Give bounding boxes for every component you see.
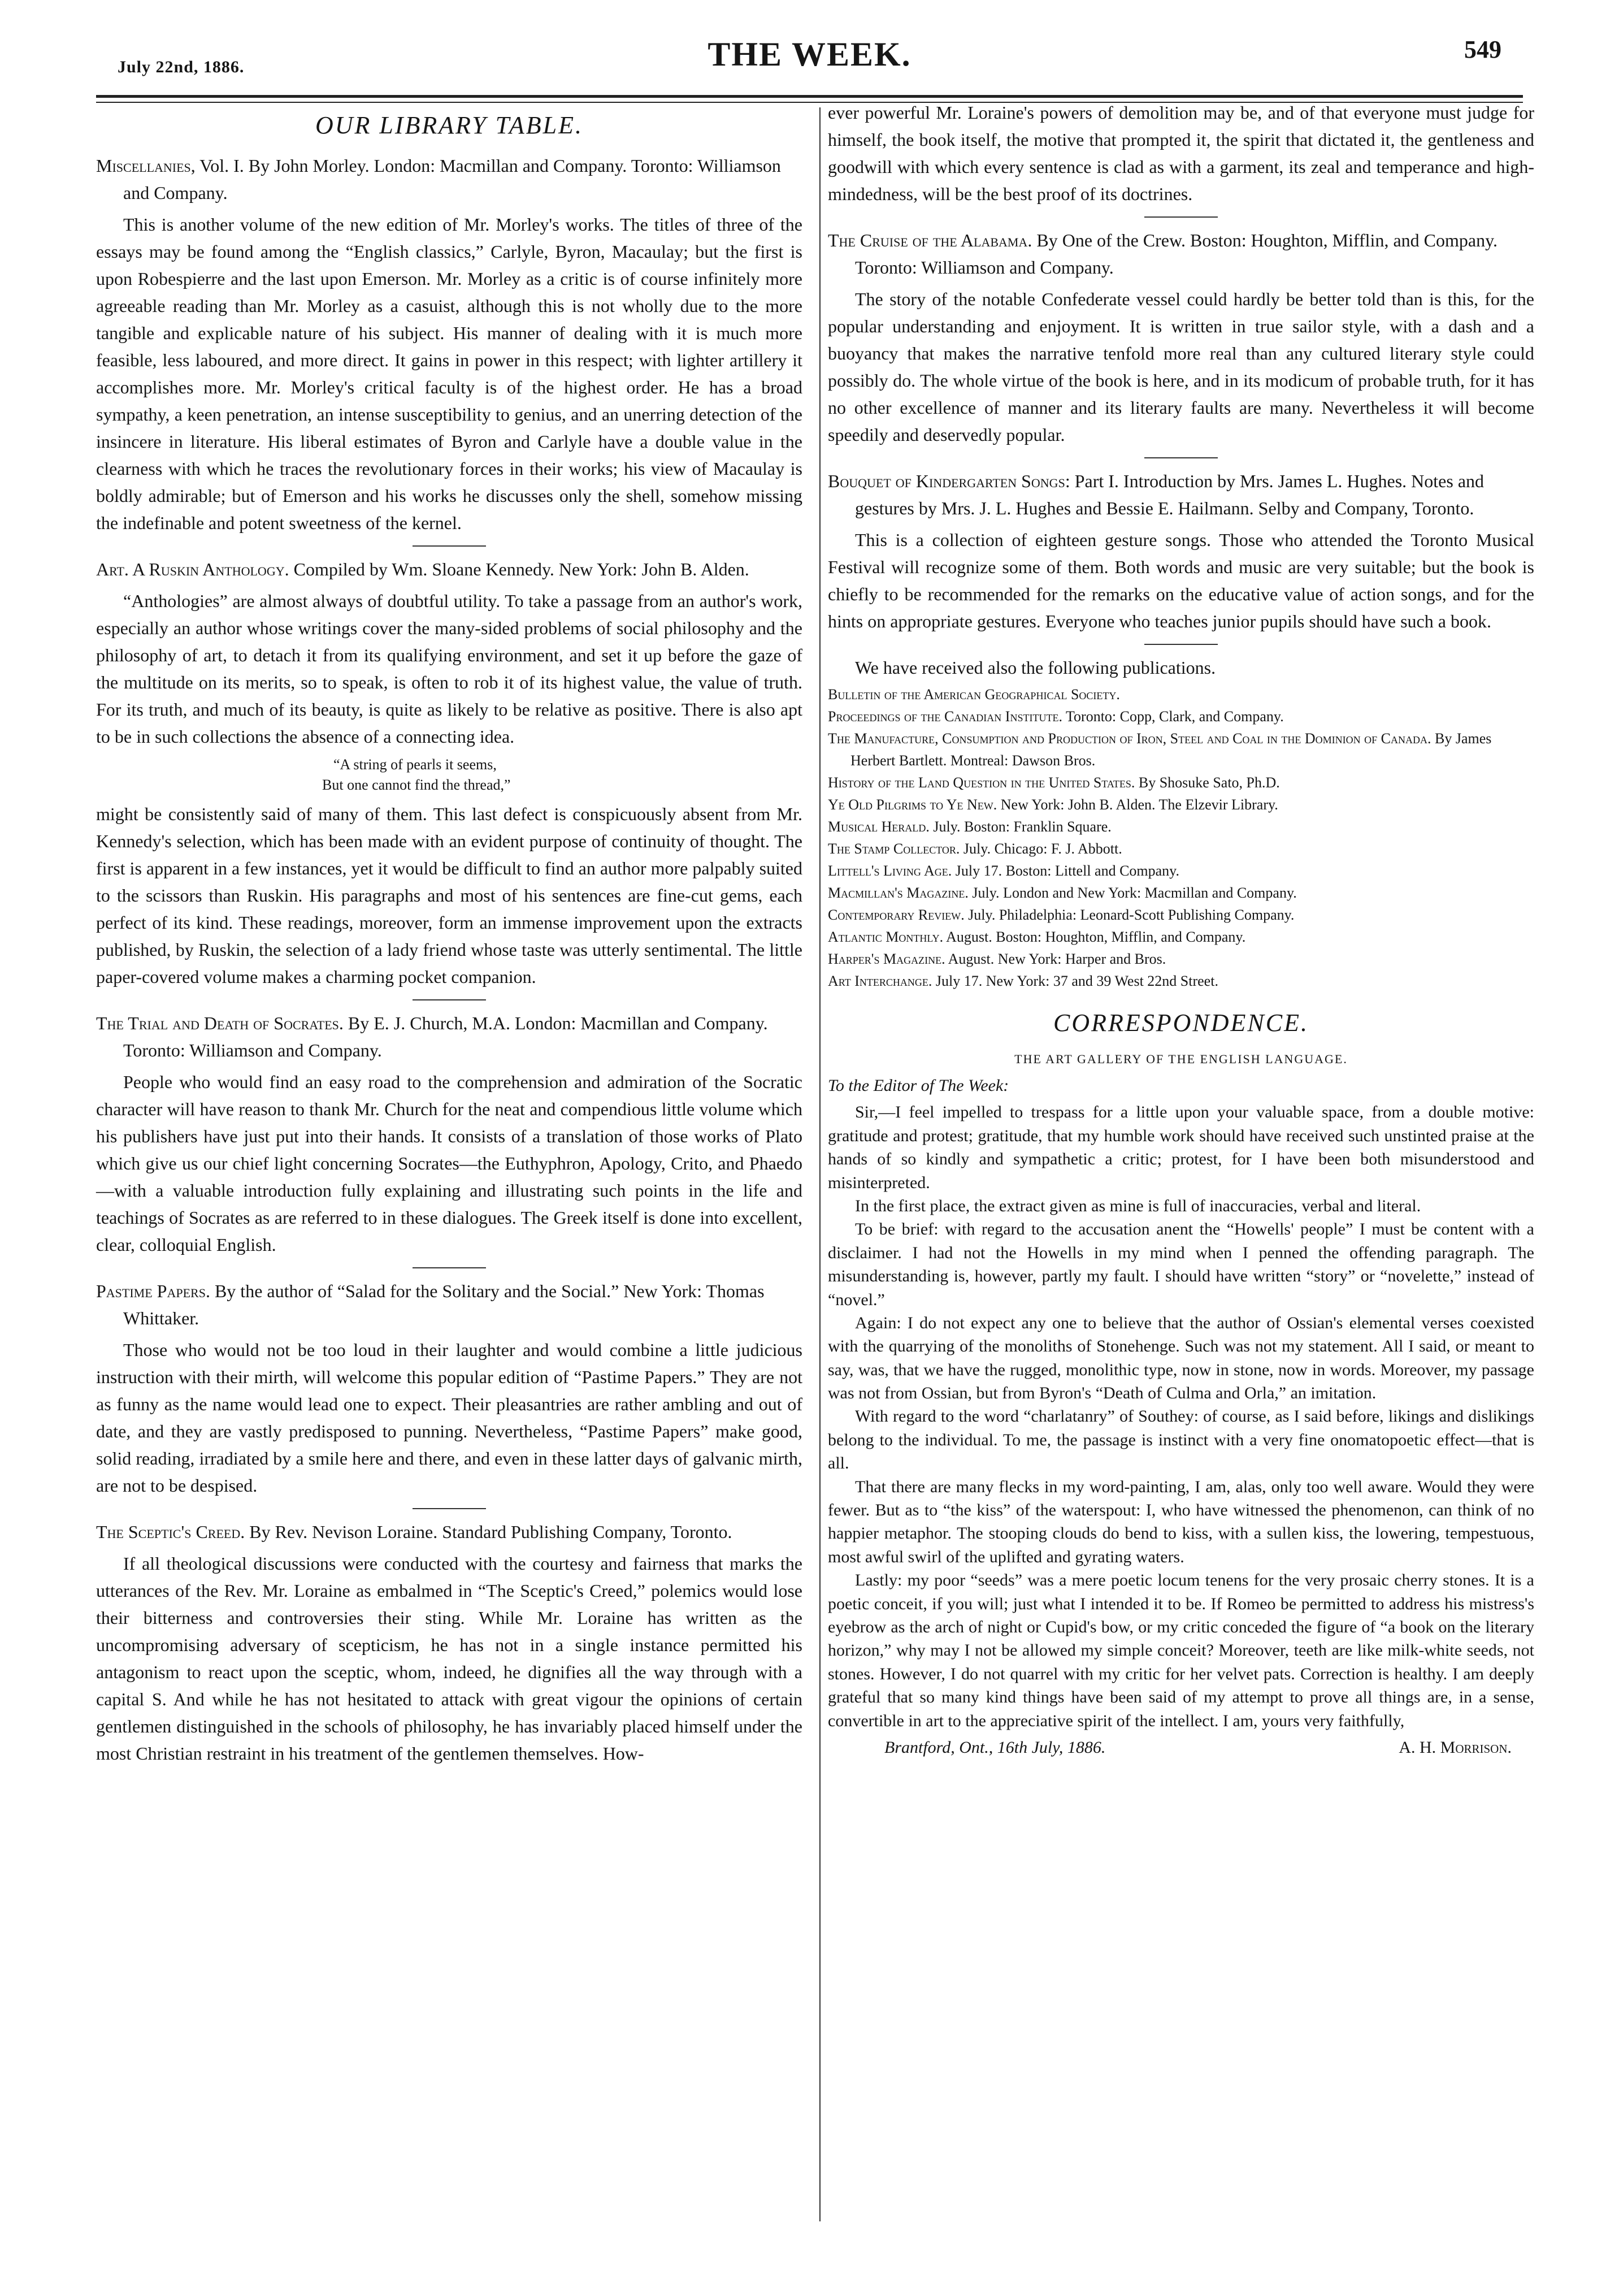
column-divider (819, 107, 821, 2221)
page-number: 549 (1464, 36, 1501, 63)
review-continuation: ever powerful Mr. Loraine's powers of demolition may be, and of that everyone must judge for himself, the book itself, the motive that prompted it, the spirit that dictated it, the gentleness and goodwill with which every sentence is clad as with a garment, its zeal and temperance and high-mindedness, will be the best proof of its doctrines. (828, 102, 1534, 204)
review-heading (96, 1010, 802, 1064)
publication-item (828, 860, 1534, 882)
review-heading (96, 1518, 802, 1545)
review-publisher: . Compiled by Wm. Sloane Kennedy. New York: John B. Alden. (284, 559, 749, 579)
review-heading (96, 556, 802, 583)
publication-name: Contemporary Review (828, 907, 961, 923)
review-paragraph: The story of the notable Confederate vessel could hardly be better told than is this, for the popular understanding and enjoyment. It is written in true sailor style, with a dash and a buoyancy that makes the narrative tenfold more real than any cultured literary style could possibly do. The whole virtue of the book is here, and in its modicum of probable truth, for it has no other excellence of manner and its literary faults are many. Nevertheless it will become speedily and deservedly popular. (828, 289, 1534, 445)
publication-details: . July. Chicago: F. J. Abbott. (956, 841, 1122, 857)
publication-details: . July 17. Boston: Littell and Company. (948, 863, 1179, 879)
publication-item (828, 727, 1534, 772)
publication-details: . August. New York: Harper and Bros. (941, 951, 1166, 967)
review-title: Pastime Papers (96, 1280, 206, 1301)
review-title: Art. A Ruskin Anthology (96, 559, 285, 579)
review-paragraph: might be consistently said of many of them. This last defect is conspicuously absent from Mr. Kennedy's selection, which has been made with an evident purpose of continuity of thought. The first is apparent in a few instances, yet it would be difficult to find an author more palpably suited to the scissors than Ruskin. His paragraphs and most of his sentences are fine-cut gems, each perfect of its kind. These readings, moreover, form an immense improvement upon the extracts published, by Ruskin, the selection of a lady friend whose taste was utterly sentimental. The little paper-covered volume makes a charming pocket companion. (96, 803, 802, 987)
letter-paragraph: That there are many flecks in my word-painting, I am, alas, only too well aware. Would they were fewer. But as to “the kiss” of the waterspout: I, who have witnessed the phenomenon, can think of no happier metaphor. The stooping clouds do bend to kiss, with a sullen kiss, the lowering, tempestuous, most awful swirl of the uplifted and gyrating waters. (828, 1477, 1534, 1566)
short-rule (413, 1267, 486, 1268)
review-paragraph: If all theological discussions were conducted with the courtesy and fairness that marks the utterances of the Rev. Mr. Loraine as embalmed in “The Sceptic's Creed,” polemics would lose their bitterness and controversies their sting. While Mr. Loraine has written as the uncompromising adversary of scepticism, he has not in a single instance permitted his antagonism to react upon the sceptic, whom, indeed, he dignifies all the way through with a capital S. And while he has not hesitated to attack with great vigour the opinions of certain gentlemen distinguished in the schools of philosophy, he has invariably placed himself under the most Christian restraint in his treatment of the gentlemen themselves. How- (96, 1553, 802, 1764)
short-rule (413, 545, 486, 547)
review-publisher: , Vol. I. By John Morley. London: Macmillan and Company. Toronto: Williamson and Company. (123, 155, 781, 203)
publication-item (828, 926, 1534, 948)
publication-item (828, 772, 1534, 794)
publication-item (828, 904, 1534, 926)
review-paragraph: “Anthologies” are almost always of doubtful utility. To take a passage from an author's work, especially an author whose writings cover the many-sided problems of social philosophy and the philosophy of art, to detach it from its qualifying environment, and set it up before the gaze of the multitude on its merits, so to speak, is often to rob it of its highest value, the value of truth. For its truth, and much of its beauty, is quite as likely to be relative as positive. There is also apt to be in such collections the absence of a connecting idea. (96, 591, 802, 747)
publication-item (828, 882, 1534, 904)
publication-name: The Stamp Collector (828, 841, 956, 857)
publication-item (828, 794, 1534, 816)
short-rule (1144, 457, 1218, 458)
publication-details: . (1116, 686, 1120, 703)
publication-name: History of the Land Question in the United States (828, 774, 1131, 791)
correspondence-section-title: CORRESPONDENCE. (1053, 1009, 1309, 1037)
review-paragraph: Those who would not be too loud in their laughter and would combine a little judicious instruction with their mirth, will welcome this popular edition of “Pastime Papers.” They are not as funny as the name would lead one to expect. Their pleasantries are rather ambling and out of date, and they are vastly predisposed to punning. Nevertheless, “Pastime Papers” make good, solid reading, irradiated by a smile here and there, and even in these latter days of galvanic mirth, are not to be despised. (96, 1339, 802, 1496)
letter-body (828, 1074, 1534, 1759)
review-publisher: . By E. J. Church, M.A. London: Macmillan and Company. Toronto: Williamson and Company. (123, 1012, 768, 1060)
letter-paragraph: To be brief: with regard to the accusation anent the “Howells' people” I must be content with a disclaimer. I had not the Howells in my mind when I penned the offending paragraph. The misunderstanding is, however, partly my fault. I should have written “story” or “novelette,” instead of “novel.” (828, 1220, 1534, 1309)
short-rule (1144, 644, 1218, 645)
publication-details: . August. Boston: Houghton, Mifflin, and Company. (939, 929, 1246, 945)
publication-item (828, 816, 1534, 838)
publication-item (828, 970, 1534, 992)
letter-paragraph: Sir,—I feel impelled to trespass for a little upon your valuable space, from a double motive: gratitude and protest; gratitude, that my humble work should have received such unstinted praise at the hands of so kindly and sympathetic a critic; protest, for I have been both misunderstood and misinterpreted. (828, 1103, 1534, 1192)
publication-details: . July 17. New York: 37 and 39 West 22nd Street. (928, 973, 1218, 989)
page-header (96, 23, 1523, 90)
publication-name: Bulletin of the American Geographical Society (828, 686, 1117, 703)
letter-signature (828, 1736, 1534, 1759)
received-intro: We have received also the following publications. (855, 657, 1216, 678)
review-heading (96, 152, 802, 206)
review-publisher: : Part I. Introduction by Mrs. James L. Hughes. Notes and gestures by Mrs. J. L. Hughes and Bessie E. Hailmann. Selby and Company, Toronto. (855, 471, 1485, 518)
letter-paragraph: With regard to the word “charlatanry” of Southey: of course, as I said before, likings and dislikings belong to the individual. To me, the passage is instinct with a very fine onomatopoetic effect—that is all. (828, 1407, 1534, 1473)
short-rule (413, 999, 486, 1000)
publication-item (828, 705, 1534, 727)
review-publisher: . By Rev. Nevison Loraine. Standard Publishing Company, Toronto. (240, 1521, 732, 1542)
right-column (828, 99, 1534, 1759)
journal-title: THE WEEK. (708, 36, 911, 73)
publication-details: . By James Herbert Bartlett. Montreal: Dawson Bros. (850, 730, 1492, 769)
publication-details: . July. London and New York: Macmillan and Company. (965, 885, 1297, 901)
publication-name: Littell's Living Age (828, 863, 948, 879)
review-title: The Trial and Death of Socrates (96, 1012, 339, 1033)
review-heading (96, 1277, 802, 1332)
signature-name: A. H. Morrison. (1399, 1738, 1512, 1757)
publication-name: Art Interchange (828, 973, 928, 989)
publication-details: . New York: John B. Alden. The Elzevir Library. (993, 796, 1278, 813)
publication-details: . Toronto: Copp, Clark, and Company. (1058, 708, 1284, 725)
letter-salutation: To the Editor of The Week: (828, 1076, 1009, 1095)
review-paragraph: This is another volume of the new edition of Mr. Morley's works. The titles of three of the essays may be found among the “English classics,” Carlyle, Byron, Macaulay; but the first is upon Robespierre and the last upon Emerson. Mr. Morley as a critic is of course infinitely more agreeable reading than Mr. Morley as a casuist, although this is not wholly due to the more tangible and explicable nature of his subject. His manner of dealing with it is much more feasible, less laboured, and more direct. It gains in power in this respect; with lighter artillery it accomplishes more. Mr. Morley's critical faculty is of the highest order. He has a broad sympathy, a keen penetration, an intense susceptibility to genius, and an unerring detection of the insincere in literature. His liberal estimates of Byron and Carlyle have a double value in the clearness with which he traces the revolutionary forces in their works; his view of Macaulay is boldly admirable; but of Emerson and his works he discusses only the shell, somehow missing the indefinable and potent sweetness of the kernel. (96, 214, 802, 533)
publication-name: Proceedings of the Canadian Institute (828, 708, 1059, 725)
review-publisher: . By the author of “Salad for the Solitary and the Social.” New York: Thomas Whittaker. (123, 1280, 765, 1328)
verse-line: But one cannot find the thread,” (322, 777, 511, 794)
publication-name: The Manufacture, Consumption and Production of Iron, Steel and Coal in the Dominion of Canada (828, 730, 1428, 747)
verse-line: “A string of pearls it seems, (333, 756, 497, 773)
letter-paragraph: In the first place, the extract given as mine is full of inaccuracies, verbal and literal. (855, 1196, 1421, 1215)
publication-item (828, 948, 1534, 970)
left-column (96, 99, 802, 1767)
review-paragraph: This is a collection of eighteen gesture songs. Those who attended the Toronto Musical Festival will recognize some of them. Both words and music are very suitable; but the book is chiefly to be recommended for the remarks on the educative value of action songs, and for the hints on appropriate gestures. Everyone who teaches junior pupils should have such a book. (828, 530, 1534, 631)
review-title: Bouquet of Kindergarten Songs (828, 471, 1065, 491)
publication-details: . By Shosuke Sato, Ph.D. (1131, 774, 1280, 791)
issue-date: July 22nd, 1886. (118, 58, 245, 76)
publication-item (828, 838, 1534, 860)
review-title: The Sceptic's Creed (96, 1521, 241, 1542)
publication-details: . July. Philadelphia: Leonard-Scott Publishing Company. (961, 907, 1295, 923)
review-title: Miscellanies (96, 155, 191, 176)
publication-name: Ye Old Pilgrims to Ye New (828, 796, 993, 813)
publication-name: Atlantic Monthly (828, 929, 940, 945)
review-publisher: . By One of the Crew. Boston: Houghton, Mifflin, and Company. Toronto: Williamson and Company. (855, 230, 1498, 278)
library-section-title: OUR LIBRARY TABLE. (315, 111, 584, 139)
review-heading (828, 467, 1534, 522)
letter-paragraph: Lastly: my poor “seeds” was a mere poetic locum tenens for the very prosaic cherry stones. It is a poetic conceit, if you will; just what I intended it to be. If Romeo be permitted to address his mistress's eyebrow as the arch of night or Cupid's bow, or my critic conceded the figure of “a book on the literary horizon,” why may I not be allowed my simple conceit? Moreover, teeth are like milk-white seeds, not stones. However, I do not quarrel with my critic for her velvet pats. Correction is healthy. I am deeply grateful that so many kind things have been said of my attempt to prove all things are, in a sense, convertible in art to the appreciative spirit of the intellect. I am, yours very faithfully, (828, 1571, 1534, 1730)
publication-name: Musical Herald (828, 818, 926, 835)
header-rule (96, 95, 1523, 98)
publications-list (828, 683, 1534, 992)
letter-subtitle: THE ART GALLERY OF THE ENGLISH LANGUAGE. (1014, 1052, 1348, 1066)
letter-paragraph: Again: I do not expect any one to believe that the author of Ossian's elemental verses coexisted with the quarrying of the monoliths of Stonehenge. Such was not my statement. All I said, or meant to say, was, that we have the rugged, monolithic type, now in stone, now in words. Moreover, my passage was not from Ossian, but from Byron's “Death of Culma and Orla,” an imitation. (828, 1313, 1534, 1403)
publication-details: . July. Boston: Franklin Square. (926, 818, 1112, 835)
review-paragraph: People who would find an easy road to the comprehension and admiration of the Socratic character will have reason to thank Mr. Church for the neat and compendious little volume which his publishers have just put into their hands. It consists of a translation of those works of Plato which give us our chief light concerning Socrates—the Euthyphron, Apology, Crito, and Phaedo—with a valuable introduction fully explaining and illustrating such points in the life and teachings of Socrates as are referred to in these dialogues. The Greek itself is done into excellent, clear, colloquial English. (96, 1071, 802, 1255)
short-rule (1144, 216, 1218, 218)
publication-name: Macmillan's Magazine (828, 885, 965, 901)
review-title: The Cruise of the Alabama (828, 230, 1028, 250)
signature-place-date: Brantford, Ont., 16th July, 1886. (884, 1738, 1106, 1757)
publication-name: Harper's Magazine (828, 951, 942, 967)
short-rule (413, 1508, 486, 1509)
review-heading (828, 227, 1534, 281)
verse-quote (322, 755, 802, 796)
publication-item (828, 683, 1534, 705)
